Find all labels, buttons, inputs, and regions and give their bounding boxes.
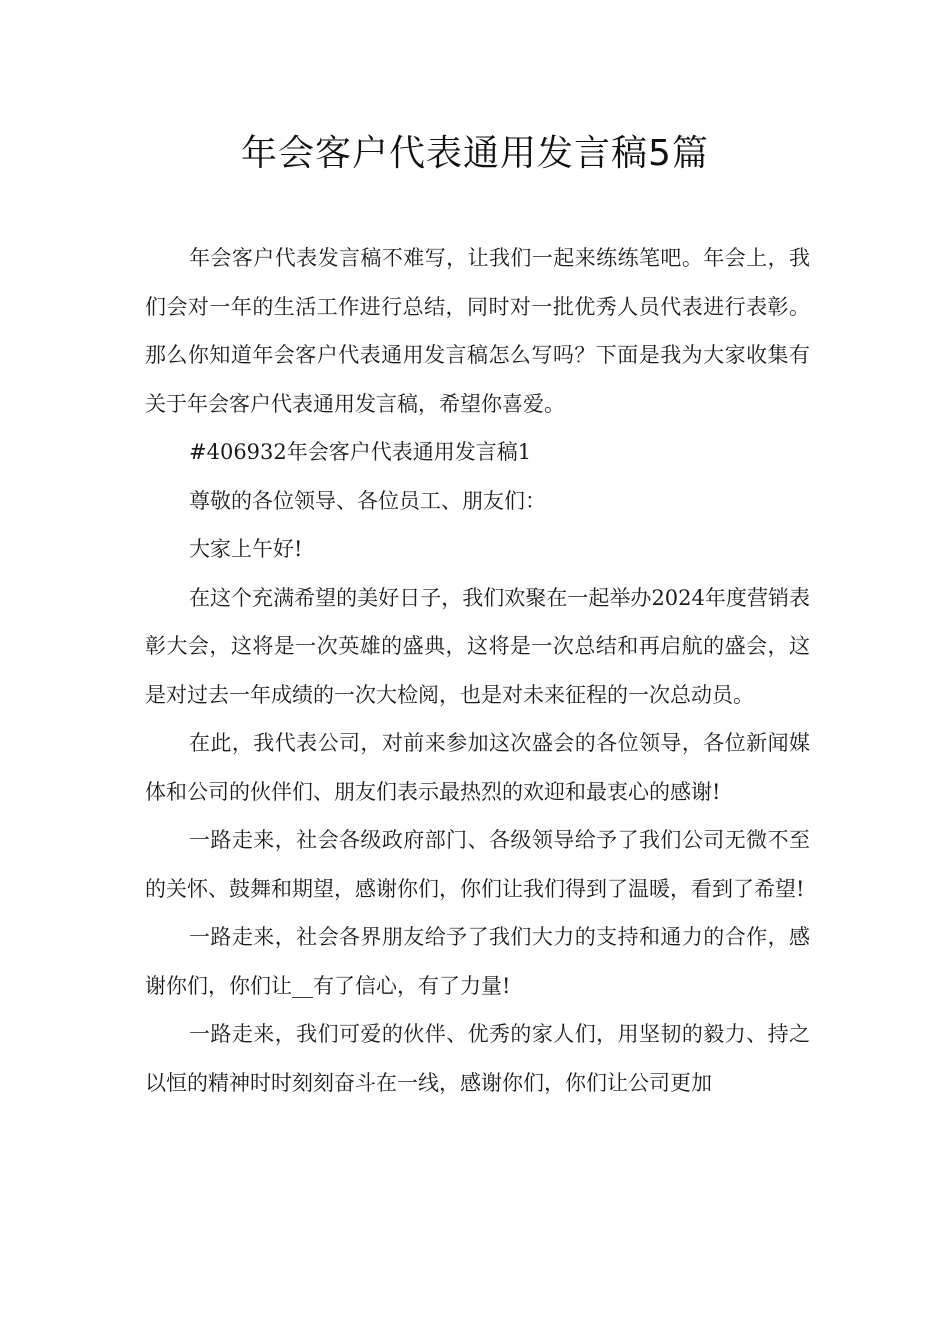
- paragraph-thanks-partners: 一路走来，我们可爱的伙伴、优秀的家人们，用坚韧的毅力、持之以恒的精神时时刻刻奋斗在一线，感谢你们，你们让公司更加: [145, 1022, 810, 1095]
- paragraph-thanks-friends: 一路走来，社会各界朋友给予了我们大力的支持和通力的合作，感谢你们，你们让__有了信心，有了力量!: [145, 925, 810, 998]
- paragraph-salutation: 尊敬的各位领导、各位员工、朋友们：: [189, 488, 546, 513]
- paragraph-occasion: 在这个充满希望的美好日子，我们欢聚在一起举办2024年度营销表彰大会，这将是一次英雄的盛典，这将是一次总结和再启航的盛会，这是对过去一年成绩的一次大检阅，也是对未来征程的一次总动员。: [145, 585, 810, 707]
- paragraph-section-heading: #406932年会客户代表通用发言稿1: [189, 440, 532, 464]
- paragraph-welcome: 在此，我代表公司，对前来参加这次盛会的各位领导，各位新闻媒体和公司的伙伴们、朋友们表示最热烈的欢迎和最衷心的感谢!: [145, 731, 810, 804]
- paragraph-thanks-government: 一路走来，社会各级政府部门、各级领导给予了我们公司无微不至的关怀、鼓舞和期望，感谢你们，你们让我们得到了温暖，看到了希望!: [145, 828, 810, 901]
- paragraph-intro: 年会客户代表发言稿不难写，让我们一起来练练笔吧。年会上，我们会对一年的生活工作进行总结，同时对一批优秀人员代表进行表彰。那么你知道年会客户代表通用发言稿怎么写吗？下面是我为大家收集有关于年会客户代表通用发言稿，希望你喜爱。: [145, 246, 810, 416]
- document-title: 年会客户代表通用发言稿5篇: [241, 133, 709, 174]
- paragraph-greeting: 大家上午好!: [189, 537, 303, 561]
- document-body: [145, 234, 810, 1107]
